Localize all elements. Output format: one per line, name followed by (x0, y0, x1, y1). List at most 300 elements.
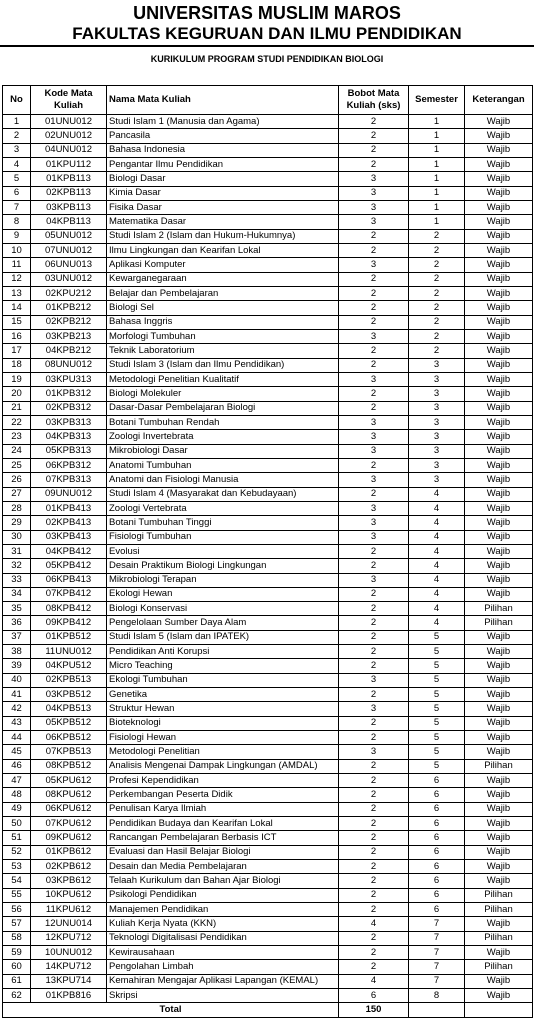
course-status: Pilihan (465, 759, 533, 773)
table-row (3, 315, 533, 329)
row-number: 52 (3, 845, 31, 859)
course-status: Wajib (465, 229, 533, 243)
course-semester: 7 (409, 931, 465, 945)
course-name: Fisika Dasar (107, 200, 339, 214)
table-header (3, 86, 533, 115)
table-row (3, 258, 533, 272)
table-row (3, 573, 533, 587)
course-name: Evaluasi dan Hasil Belajar Biologi (107, 845, 339, 859)
course-credits: 3 (339, 186, 409, 200)
course-semester: 3 (409, 430, 465, 444)
course-code: 11UNU012 (31, 645, 107, 659)
course-code: 04UNU012 (31, 143, 107, 157)
course-name: Pendidikan Budaya dan Kearifan Lokal (107, 817, 339, 831)
row-number: 14 (3, 301, 31, 315)
course-code: 04KPB412 (31, 544, 107, 558)
table-row (3, 759, 533, 773)
course-semester: 1 (409, 172, 465, 186)
course-credits: 2 (339, 602, 409, 616)
course-name: Studi Islam 5 (Islam dan IPATEK) (107, 630, 339, 644)
course-name: Kewirausahaan (107, 946, 339, 960)
course-semester: 4 (409, 559, 465, 573)
course-status: Wajib (465, 974, 533, 988)
course-name: Biologi Sel (107, 301, 339, 315)
table-row (3, 817, 533, 831)
course-semester: 4 (409, 616, 465, 630)
row-number: 50 (3, 817, 31, 831)
row-number: 18 (3, 358, 31, 372)
row-number: 58 (3, 931, 31, 945)
course-name: Zoologi Invertebrata (107, 430, 339, 444)
course-code: 02KPB612 (31, 860, 107, 874)
row-number: 23 (3, 430, 31, 444)
course-credits: 2 (339, 831, 409, 845)
course-status: Wajib (465, 172, 533, 186)
row-number: 16 (3, 329, 31, 343)
course-code: 01KPB312 (31, 387, 107, 401)
total-spacer (465, 1003, 533, 1018)
course-credits: 3 (339, 516, 409, 530)
table-row (3, 989, 533, 1003)
course-code: 07KPB513 (31, 745, 107, 759)
course-name: Fisiologi Tumbuhan (107, 530, 339, 544)
table-row (3, 501, 533, 515)
course-status: Wajib (465, 286, 533, 300)
course-code: 01KPB413 (31, 501, 107, 515)
table-row (3, 931, 533, 945)
course-semester: 4 (409, 516, 465, 530)
table-row (3, 559, 533, 573)
table-row (3, 444, 533, 458)
course-status: Wajib (465, 559, 533, 573)
course-semester: 2 (409, 329, 465, 343)
course-status: Wajib (465, 989, 533, 1003)
course-semester: 6 (409, 802, 465, 816)
course-code: 01KPB212 (31, 301, 107, 315)
course-credits: 2 (339, 272, 409, 286)
course-semester: 3 (409, 444, 465, 458)
course-status: Wajib (465, 272, 533, 286)
course-semester: 7 (409, 946, 465, 960)
table-row (3, 630, 533, 644)
course-code: 03KPB512 (31, 688, 107, 702)
course-credits: 2 (339, 874, 409, 888)
row-number: 28 (3, 501, 31, 515)
course-credits: 2 (339, 759, 409, 773)
course-semester: 6 (409, 888, 465, 902)
table-row (3, 874, 533, 888)
row-number: 55 (3, 888, 31, 902)
course-name: Biologi Molekuler (107, 387, 339, 401)
row-number: 35 (3, 602, 31, 616)
row-number: 12 (3, 272, 31, 286)
course-name: Skripsi (107, 989, 339, 1003)
row-number: 36 (3, 616, 31, 630)
row-number: 8 (3, 215, 31, 229)
course-credits: 3 (339, 415, 409, 429)
course-code: 03KPB113 (31, 200, 107, 214)
course-status: Pilihan (465, 903, 533, 917)
table-row (3, 329, 533, 343)
row-number: 47 (3, 774, 31, 788)
table-row (3, 960, 533, 974)
course-credits: 2 (339, 458, 409, 472)
course-status: Wajib (465, 731, 533, 745)
course-name: Kuliah Kerja Nyata (KKN) (107, 917, 339, 931)
course-code: 07KPB412 (31, 587, 107, 601)
course-status: Wajib (465, 358, 533, 372)
row-number: 51 (3, 831, 31, 845)
course-semester: 6 (409, 874, 465, 888)
row-number: 48 (3, 788, 31, 802)
course-name: Matematika Dasar (107, 215, 339, 229)
course-credits: 2 (339, 544, 409, 558)
course-status: Wajib (465, 788, 533, 802)
course-semester: 6 (409, 774, 465, 788)
table-row (3, 845, 533, 859)
course-credits: 2 (339, 802, 409, 816)
course-name: Teknologi Digitalisasi Pendidikan (107, 931, 339, 945)
course-semester: 2 (409, 301, 465, 315)
course-code: 08KPB412 (31, 602, 107, 616)
course-code: 12UNU014 (31, 917, 107, 931)
row-number: 49 (3, 802, 31, 816)
row-number: 62 (3, 989, 31, 1003)
table-row (3, 544, 533, 558)
table-row (3, 215, 533, 229)
course-credits: 2 (339, 630, 409, 644)
row-number: 17 (3, 344, 31, 358)
course-code: 06KPU612 (31, 802, 107, 816)
course-status: Wajib (465, 115, 533, 129)
course-code: 01KPB816 (31, 989, 107, 1003)
course-semester: 3 (409, 387, 465, 401)
course-semester: 5 (409, 673, 465, 687)
header-divider (0, 45, 534, 47)
course-code: 03KPB612 (31, 874, 107, 888)
course-name: Evolusi (107, 544, 339, 558)
course-status: Wajib (465, 516, 533, 530)
course-status: Wajib (465, 573, 533, 587)
course-semester: 4 (409, 587, 465, 601)
course-credits: 2 (339, 860, 409, 874)
course-credits: 6 (339, 989, 409, 1003)
course-status: Pilihan (465, 602, 533, 616)
table-row (3, 702, 533, 716)
course-name: Profesi Kependidikan (107, 774, 339, 788)
course-credits: 3 (339, 573, 409, 587)
course-code: 02KPU212 (31, 286, 107, 300)
course-credits: 2 (339, 115, 409, 129)
course-credits: 2 (339, 946, 409, 960)
table-row (3, 157, 533, 171)
course-semester: 5 (409, 659, 465, 673)
col-header-no: No (3, 86, 31, 115)
course-semester: 5 (409, 645, 465, 659)
course-code: 01KPB512 (31, 630, 107, 644)
row-number: 41 (3, 688, 31, 702)
course-credits: 2 (339, 774, 409, 788)
row-number: 15 (3, 315, 31, 329)
course-code: 02KPB212 (31, 315, 107, 329)
row-number: 6 (3, 186, 31, 200)
table-body (3, 115, 533, 1003)
course-credits: 2 (339, 587, 409, 601)
row-number: 5 (3, 172, 31, 186)
table-row (3, 516, 533, 530)
course-code: 04KPB212 (31, 344, 107, 358)
table-row (3, 587, 533, 601)
course-credits: 4 (339, 974, 409, 988)
course-status: Wajib (465, 372, 533, 386)
course-name: Genetika (107, 688, 339, 702)
course-status: Wajib (465, 473, 533, 487)
course-semester: 2 (409, 286, 465, 300)
table-row (3, 831, 533, 845)
table-row (3, 860, 533, 874)
row-number: 2 (3, 129, 31, 143)
table-row (3, 387, 533, 401)
course-status: Wajib (465, 143, 533, 157)
course-name: Kemahiran Mengajar Aplikasi Lapangan (KEMAL) (107, 974, 339, 988)
course-name: Penulisan Karya Ilmiah (107, 802, 339, 816)
course-name: Ekologi Tumbuhan (107, 673, 339, 687)
course-status: Wajib (465, 415, 533, 429)
course-code: 02KPB413 (31, 516, 107, 530)
table-row (3, 229, 533, 243)
course-semester: 7 (409, 974, 465, 988)
course-semester: 2 (409, 258, 465, 272)
course-semester: 1 (409, 215, 465, 229)
course-credits: 2 (339, 243, 409, 257)
course-credits: 2 (339, 788, 409, 802)
course-name: Fisiologi Hewan (107, 731, 339, 745)
course-code: 10KPU612 (31, 888, 107, 902)
course-name: Dasar-Dasar Pembelajaran Biologi (107, 401, 339, 415)
course-name: Botani Tumbuhan Tinggi (107, 516, 339, 530)
course-status: Wajib (465, 430, 533, 444)
course-status: Wajib (465, 659, 533, 673)
row-number: 22 (3, 415, 31, 429)
table-row (3, 243, 533, 257)
course-semester: 5 (409, 745, 465, 759)
course-semester: 4 (409, 544, 465, 558)
course-code: 01KPU112 (31, 157, 107, 171)
course-name: Rancangan Pembelajaran Berbasis ICT (107, 831, 339, 845)
course-credits: 3 (339, 530, 409, 544)
course-name: Pancasila (107, 129, 339, 143)
course-semester: 3 (409, 458, 465, 472)
course-code: 09KPU612 (31, 831, 107, 845)
course-name: Mikrobiologi Dasar (107, 444, 339, 458)
course-status: Wajib (465, 946, 533, 960)
course-credits: 3 (339, 673, 409, 687)
course-credits: 3 (339, 329, 409, 343)
course-code: 10UNU012 (31, 946, 107, 960)
course-name: Morfologi Tumbuhan (107, 329, 339, 343)
row-number: 27 (3, 487, 31, 501)
course-code: 05KPB412 (31, 559, 107, 573)
table-row (3, 716, 533, 730)
course-credits: 2 (339, 559, 409, 573)
course-credits: 2 (339, 315, 409, 329)
course-semester: 4 (409, 573, 465, 587)
row-number: 61 (3, 974, 31, 988)
course-status: Wajib (465, 587, 533, 601)
course-code: 09KPB412 (31, 616, 107, 630)
course-name: Metodologi Penelitian (107, 745, 339, 759)
col-header-name: Nama Mata Kuliah (107, 86, 339, 115)
course-semester: 3 (409, 358, 465, 372)
course-status: Wajib (465, 702, 533, 716)
course-code: 07UNU012 (31, 243, 107, 257)
col-header-note: Keterangan (465, 86, 533, 115)
course-name: Bahasa Inggris (107, 315, 339, 329)
course-semester: 2 (409, 272, 465, 286)
table-row (3, 430, 533, 444)
row-number: 33 (3, 573, 31, 587)
course-status: Wajib (465, 215, 533, 229)
course-semester: 1 (409, 143, 465, 157)
row-number: 32 (3, 559, 31, 573)
course-name: Bahasa Indonesia (107, 143, 339, 157)
table-footer (3, 1003, 533, 1018)
course-code: 01KPB612 (31, 845, 107, 859)
row-number: 29 (3, 516, 31, 530)
course-code: 03KPU313 (31, 372, 107, 386)
course-status: Pilihan (465, 960, 533, 974)
course-status: Wajib (465, 673, 533, 687)
course-credits: 2 (339, 931, 409, 945)
row-number: 34 (3, 587, 31, 601)
course-credits: 2 (339, 301, 409, 315)
course-name: Studi Islam 1 (Manusia dan Agama) (107, 115, 339, 129)
course-code: 08UNU012 (31, 358, 107, 372)
row-number: 3 (3, 143, 31, 157)
course-code: 06KPB512 (31, 731, 107, 745)
course-credits: 2 (339, 845, 409, 859)
course-credits: 2 (339, 688, 409, 702)
row-number: 59 (3, 946, 31, 960)
course-name: Anatomi Tumbuhan (107, 458, 339, 472)
table-row (3, 917, 533, 931)
course-code: 03KPB413 (31, 530, 107, 544)
course-credits: 2 (339, 716, 409, 730)
course-code: 08KPU612 (31, 788, 107, 802)
course-credits: 2 (339, 143, 409, 157)
course-credits: 3 (339, 702, 409, 716)
course-name: Pengantar Ilmu Pendidikan (107, 157, 339, 171)
course-status: Wajib (465, 387, 533, 401)
course-status: Wajib (465, 544, 533, 558)
course-status: Wajib (465, 243, 533, 257)
course-semester: 5 (409, 630, 465, 644)
course-credits: 2 (339, 616, 409, 630)
course-name: Botani Tumbuhan Rendah (107, 415, 339, 429)
course-status: Pilihan (465, 931, 533, 945)
course-semester: 6 (409, 788, 465, 802)
course-status: Wajib (465, 157, 533, 171)
table-row (3, 946, 533, 960)
table-row (3, 888, 533, 902)
table-row (3, 616, 533, 630)
course-code: 09UNU012 (31, 487, 107, 501)
table-row (3, 415, 533, 429)
course-semester: 1 (409, 186, 465, 200)
course-credits: 2 (339, 358, 409, 372)
course-credits: 2 (339, 659, 409, 673)
course-credits: 3 (339, 172, 409, 186)
row-number: 45 (3, 745, 31, 759)
course-status: Wajib (465, 645, 533, 659)
course-semester: 2 (409, 344, 465, 358)
course-semester: 1 (409, 157, 465, 171)
course-credits: 2 (339, 960, 409, 974)
course-status: Wajib (465, 258, 533, 272)
table-row (3, 974, 533, 988)
course-name: Studi Islam 4 (Masyarakat dan Kebudayaan) (107, 487, 339, 501)
row-number: 10 (3, 243, 31, 257)
course-name: Aplikasi Komputer (107, 258, 339, 272)
course-code: 07KPU612 (31, 817, 107, 831)
table-row (3, 129, 533, 143)
table-row (3, 673, 533, 687)
course-status: Wajib (465, 530, 533, 544)
course-credits: 3 (339, 200, 409, 214)
course-credits: 2 (339, 286, 409, 300)
row-number: 37 (3, 630, 31, 644)
course-semester: 1 (409, 115, 465, 129)
table-row (3, 358, 533, 372)
course-semester: 1 (409, 129, 465, 143)
course-code: 06KPB413 (31, 573, 107, 587)
table-row (3, 344, 533, 358)
course-code: 02UNU012 (31, 129, 107, 143)
course-status: Pilihan (465, 616, 533, 630)
course-code: 01KPB113 (31, 172, 107, 186)
course-semester: 6 (409, 831, 465, 845)
course-name: Mikrobiologi Terapan (107, 573, 339, 587)
course-name: Belajar dan Pembelajaran (107, 286, 339, 300)
course-status: Wajib (465, 802, 533, 816)
course-semester: 5 (409, 731, 465, 745)
course-code: 13KPU714 (31, 974, 107, 988)
row-number: 39 (3, 659, 31, 673)
course-credits: 3 (339, 501, 409, 515)
course-code: 07KPB313 (31, 473, 107, 487)
course-semester: 2 (409, 315, 465, 329)
course-semester: 5 (409, 759, 465, 773)
course-credits: 3 (339, 745, 409, 759)
course-semester: 3 (409, 401, 465, 415)
course-name: Anatomi dan Fisiologi Manusia (107, 473, 339, 487)
course-semester: 6 (409, 860, 465, 874)
course-code: 06UNU013 (31, 258, 107, 272)
table-row (3, 659, 533, 673)
course-status: Wajib (465, 817, 533, 831)
row-number: 57 (3, 917, 31, 931)
course-status: Wajib (465, 630, 533, 644)
table-row (3, 731, 533, 745)
course-status: Wajib (465, 301, 533, 315)
row-number: 44 (3, 731, 31, 745)
row-number: 7 (3, 200, 31, 214)
course-status: Wajib (465, 344, 533, 358)
course-name: Pendidikan Anti Korupsi (107, 645, 339, 659)
course-name: Desain Praktikum Biologi Lingkungan (107, 559, 339, 573)
row-number: 11 (3, 258, 31, 272)
course-credits: 3 (339, 444, 409, 458)
